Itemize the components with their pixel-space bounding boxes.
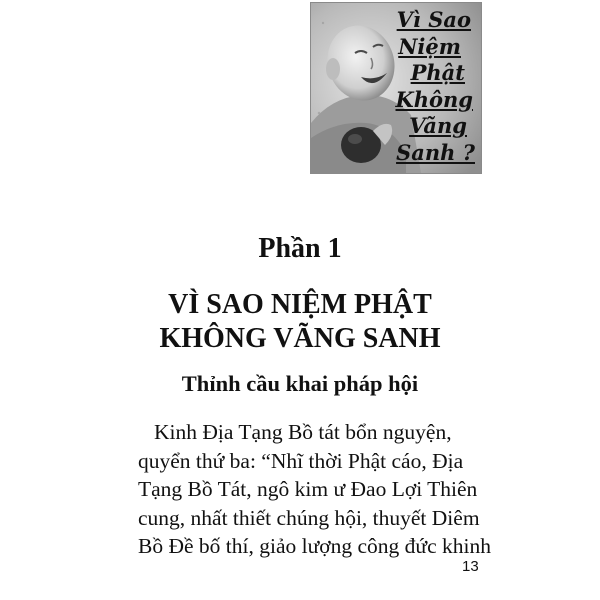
cover-title-line: Không bbox=[395, 86, 473, 112]
body-line: quyển thứ ba: “Nhĩ thời Phật cáo, Địa bbox=[138, 448, 464, 473]
page-number: 13 bbox=[462, 558, 479, 575]
chapter-title-line: VÌ SAO NIỆM PHẬT bbox=[168, 289, 432, 320]
body-line: cung, nhất thiết chúng hội, thuyết Diêm bbox=[138, 505, 480, 530]
body-line: Tạng Bồ Tát, ngô kim ư Đao Lợi Thiên bbox=[138, 477, 478, 501]
section-heading: Thỉnh cầu khai pháp hội bbox=[181, 371, 419, 396]
cover-title-line: Vãng bbox=[409, 113, 467, 138]
body-paragraph bbox=[138, 418, 494, 561]
body-line: Bồ Đề bố thí, giảo lượng công đức khinh bbox=[138, 534, 491, 558]
body-line: Kinh Địa Tạng Bồ tát bổn nguyện, bbox=[154, 420, 452, 444]
cover-image bbox=[310, 2, 482, 174]
cover-title-line: Phật bbox=[410, 60, 465, 85]
cover-title-line: Niệm bbox=[398, 33, 461, 59]
cover-title-line: Sanh ? bbox=[396, 139, 475, 165]
cover-title-line: Vì Sao bbox=[396, 7, 471, 32]
cover-title bbox=[355, 7, 475, 166]
part-label: Phần 1 bbox=[258, 233, 342, 264]
chapter-title-line: KHÔNG VÃNG SANH bbox=[159, 323, 441, 354]
chapter-title bbox=[0, 288, 600, 356]
